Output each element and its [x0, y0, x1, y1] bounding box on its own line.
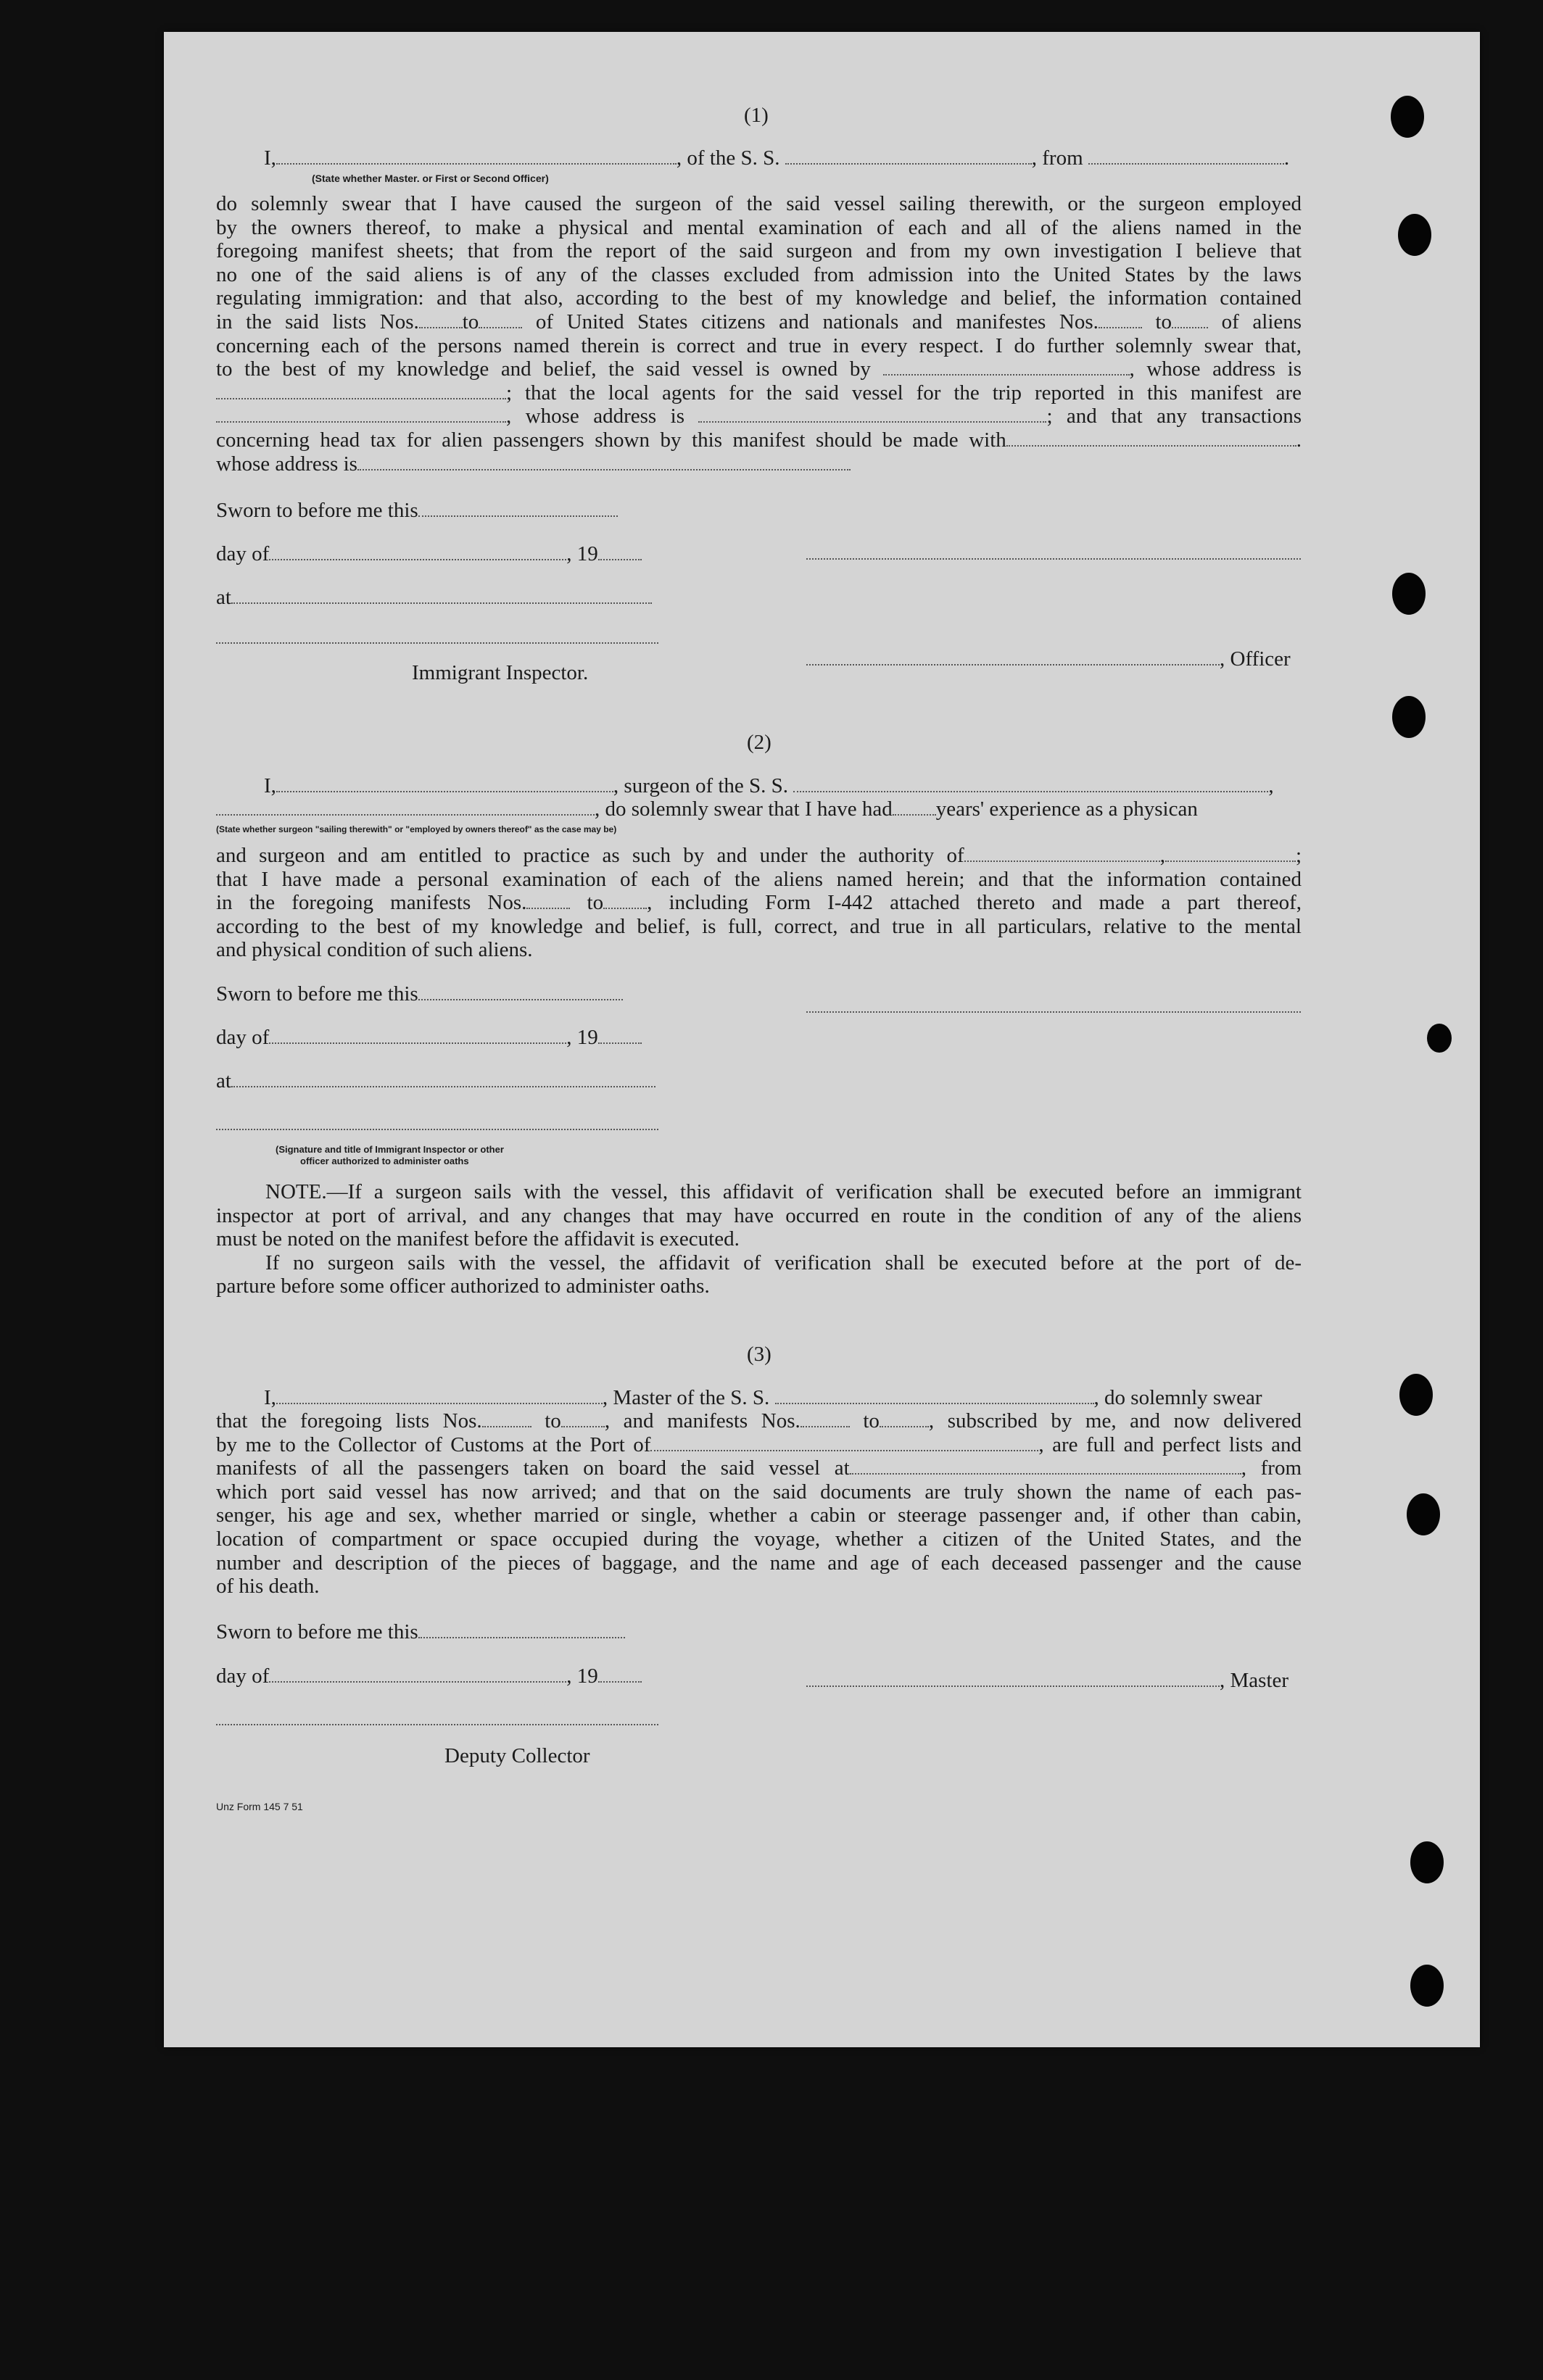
- s2-sworn: Sworn to before me this: [216, 982, 623, 1006]
- s1-dayof: day of , 19: [216, 542, 642, 566]
- s3-dayof: day of , 19: [216, 1664, 642, 1688]
- s2-line1: I, , surgeon of the S. S. ,: [264, 774, 1274, 797]
- s2-at: at: [216, 1069, 655, 1093]
- s2-note: NOTE.—If a surgeon sails with the vessel, this affidavit of verification shall be executed before an immigrant inspector at port of arrival, and any changes that may have occurred en route in the condition of any of the aliens must be noted on the manifest before the affidavit is executed. If no surgeon sails with the vessel, the affidavit of verification shall be executed before at the port of de- parture before some officer authorized to administer oaths.: [216, 1180, 1302, 1298]
- s3-collector-label: Deputy Collector: [444, 1744, 590, 1767]
- s2-inspector-line: [216, 1129, 658, 1130]
- s3-collector-line: [216, 1724, 658, 1725]
- punch-hole: [1391, 96, 1424, 138]
- s2-signature-line: [806, 1011, 1301, 1013]
- s1-caption: (State whether Master. or First or Second Officer): [312, 173, 549, 184]
- section-1-heading: (1): [744, 104, 769, 127]
- s2-sig-caption-1: (Signature and title of Immigrant Inspector or other: [276, 1144, 504, 1155]
- s3-master: , Master: [806, 1669, 1288, 1693]
- punch-hole: [1427, 1024, 1452, 1053]
- punch-hole: [1392, 696, 1426, 738]
- s1-inspector-line: [216, 642, 658, 644]
- s2-line2: , do solemnly swear that I have had years' experience as a physican: [216, 797, 1198, 821]
- s1-sworn: Sworn to before me this: [216, 499, 618, 523]
- s2-caption: (State whether surgeon "sailing therewith" or "employed by owners thereof" as the case may be): [216, 824, 617, 834]
- punch-hole: [1392, 573, 1426, 615]
- punch-hole: [1410, 1965, 1444, 2007]
- s3-line1: I, , Master of the S. S. , do solemnly swear: [264, 1386, 1262, 1409]
- section-2-heading: (2): [747, 731, 772, 754]
- s3-paragraph: that the foregoing lists Nos. to , and manifests Nos. to , subscribed by me, and now delivered by me to the Collector of Customs at the Port of , are full and perfect lists and manifests of all the passengers taken on board the said vessel at , from which port said vessel has now arrived; and that on the said documents are truly shown the name of each pas- senger, his age and sex, whether married or single, whether a cabin or steerage passenger and, if other than cabin, location of compartment or space occupied during the voyage, whether a citizen of the United States, and the number and description of the pieces of baggage, and the name and age of each deceased passenger and the cause of his death.: [216, 1409, 1302, 1599]
- s2-paragraph: and surgeon and am entitled to practice as such by and under the authority of , ; that I have made a personal examination of each of the aliens named herein; and that the information contained in the foregoing manifests Nos. to , including Form I-442 attached thereto and made a part thereof, according to the best of my knowledge and belief, is full, correct, and true in all particulars, relative to the mental and physical condition of such aliens.: [216, 844, 1302, 962]
- punch-hole: [1410, 1841, 1444, 1883]
- s1-inspector-label: Immigrant Inspector.: [412, 661, 589, 684]
- s1-paragraph: do solemnly swear that I have caused the surgeon of the said vessel sailing therewith, or the surgeon employed by the owners thereof, to make a physical and mental examination of each and all of the aliens named in the foregoing manifest sheets; that from the report of the said surgeon and from my own investigation I believe that no one of the said aliens is of any of the classes excluded from admission into the United States by the laws regulating immigration: and that also, according to the best of my knowledge and belief, the information contained in the said lists Nos. to of United States citizens and nationals and manifestes Nos. to of aliens concerning each of the persons named therein is correct and true in every respect. I do further solemnly swear that, to the best of my knowledge and belief, the said vessel is owned by , whose address is ; that the local agents for the said vessel for the trip reported in this manifest are , whose address is ; and that any transactions concerning head tax for alien passengers shown by this manifest should be made with . whose address is: [216, 192, 1302, 476]
- s1-line1: I, , of the S. S. , from .: [264, 146, 1290, 170]
- s1-signature-line: [806, 558, 1301, 560]
- punch-hole: [1398, 214, 1431, 256]
- form-number: Unz Form 145 7 51: [216, 1801, 303, 1812]
- punch-hole: [1399, 1374, 1433, 1416]
- s2-sig-caption-2: officer authorized to administer oaths: [300, 1156, 469, 1166]
- s1-officer: , Officer: [806, 647, 1291, 671]
- s2-dayof: day of , 19: [216, 1026, 642, 1050]
- s1-at: at: [216, 586, 652, 610]
- section-3-heading: (3): [747, 1343, 772, 1366]
- punch-hole: [1407, 1493, 1440, 1535]
- s3-sworn: Sworn to before me this: [216, 1620, 625, 1644]
